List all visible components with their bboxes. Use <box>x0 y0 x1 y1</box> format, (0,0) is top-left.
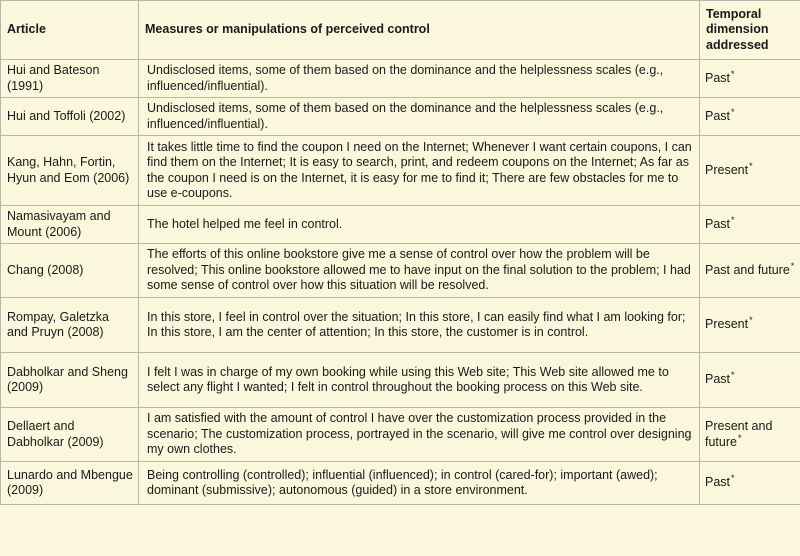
temporal-value: Past and future <box>705 262 790 277</box>
header-measures: Measures or manipulations of perceived control <box>139 1 700 60</box>
header-temporal: Temporal dimension addressed <box>700 1 800 60</box>
measures-cell: The hotel helped me feel in control. <box>139 206 700 244</box>
temporal-cell <box>700 462 800 505</box>
article-cell: Dabholkar and Sheng (2009) <box>1 353 139 408</box>
asterisk-mark: * <box>731 370 735 381</box>
article-cell: Namasivayam and Mount (2006) <box>1 206 139 244</box>
table-row <box>1 298 800 353</box>
article-cell: Dellaert and Dabholkar (2009) <box>1 408 139 462</box>
asterisk-mark: * <box>790 260 795 271</box>
temporal-cell <box>700 98 800 136</box>
article-cell: Hui and Toffoli (2002) <box>1 98 139 136</box>
asterisk-mark: * <box>749 160 753 171</box>
temporal-value: Past <box>705 108 731 123</box>
temporal-value: Past <box>705 70 731 85</box>
temporal-cell <box>700 60 800 98</box>
measures-cell: Undisclosed items, some of them based on the dominance and the helplessness scales (e.g., influenced/influential). <box>139 60 700 98</box>
article-cell: Lunardo and Mbengue (2009) <box>1 462 139 505</box>
temporal-cell <box>700 353 800 408</box>
measures-cell: Being controlling (controlled); influential (influenced); in control (cared-for); important (awed); dominant (submissive); autonomous (guided) in a store environment. <box>139 462 700 505</box>
article-cell: Hui and Bateson (1991) <box>1 60 139 98</box>
table-row <box>1 353 800 408</box>
measures-cell: The efforts of this online bookstore give me a sense of control over how the problem will be resolved; This online bookstore allowed me to have input on the final solution to the problem; I had some sense of control over how this situation will be resolved. <box>139 244 700 298</box>
table-row <box>1 206 800 244</box>
table-row <box>1 60 800 98</box>
measures-cell: Undisclosed items, some of them based on the dominance and the helplessness scales (e.g., influenced/influential). <box>139 98 700 136</box>
header-row <box>1 1 800 60</box>
temporal-value: Past <box>705 372 731 387</box>
article-cell: Rompay, Galetzka and Pruyn (2008) <box>1 298 139 353</box>
article-cell: Kang, Hahn, Fortin, Hyun and Eom (2006) <box>1 136 139 206</box>
asterisk-mark: * <box>737 432 742 443</box>
asterisk-mark: * <box>731 214 735 225</box>
table-row <box>1 136 800 206</box>
measures-cell: In this store, I feel in control over the situation; In this store, I can easily find what I am looking for; In this store, I am the center of attention; In this store, the customer is in control. <box>139 298 700 353</box>
temporal-cell <box>700 136 800 206</box>
temporal-value: Past <box>705 475 731 490</box>
temporal-value: Past <box>705 216 731 231</box>
header-article: Article <box>1 1 139 60</box>
asterisk-mark: * <box>731 473 735 484</box>
temporal-cell <box>700 408 800 462</box>
temporal-cell <box>700 206 800 244</box>
asterisk-mark: * <box>749 315 753 326</box>
measures-cell: It takes little time to find the coupon I need on the Internet; Whenever I want certain coupons, I can find them on the Internet; It is easy to search, print, and redeem coupons on the Internet; As far as the coupon I need is on the Internet, it is easy for me to find it; There are few obstacles for me to use e-coupons. <box>139 136 700 206</box>
measures-cell: I am satisfied with the amount of control I have over the customization process provided in the scenario; The customization process, portrayed in the scenario, will give me control over designing my own clothes. <box>139 408 700 462</box>
table-row <box>1 462 800 505</box>
asterisk-mark: * <box>731 106 735 117</box>
temporal-value: Present <box>705 162 749 177</box>
table-row <box>1 408 800 462</box>
table-row <box>1 244 800 298</box>
asterisk-mark: * <box>731 68 735 79</box>
measures-cell: I felt I was in charge of my own booking while using this Web site; This Web site allowed me to select any flight I wanted; I felt in control throughout the booking process on this Web site. <box>139 353 700 408</box>
table-row <box>1 98 800 136</box>
temporal-cell <box>700 298 800 353</box>
temporal-value: Present <box>705 317 749 332</box>
temporal-value: Present and future <box>705 419 773 449</box>
temporal-cell <box>700 244 800 298</box>
article-cell: Chang (2008) <box>1 244 139 298</box>
